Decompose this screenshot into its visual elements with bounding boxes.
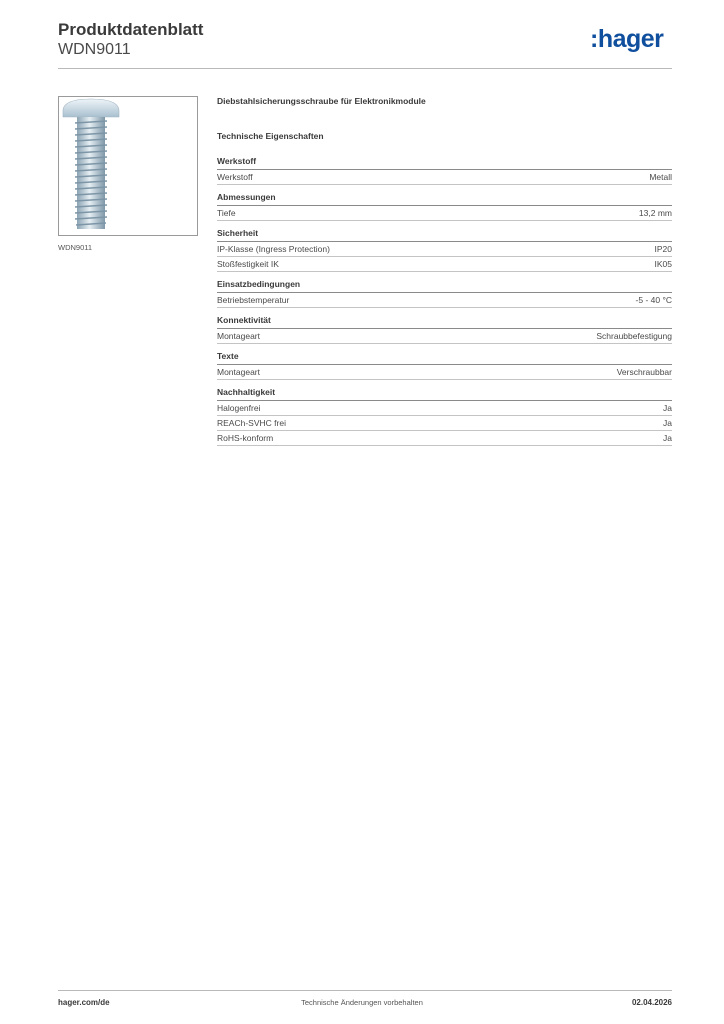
image-caption: WDN9011 (58, 243, 93, 252)
page-title: Produktdatenblatt (58, 20, 204, 39)
spec-section (217, 315, 672, 344)
spec-section (217, 192, 672, 221)
product-description: Diebstahlsicherungsschraube für Elektronikmodule (217, 96, 426, 106)
section-title: Einsatzbedingungen (217, 279, 672, 293)
spec-row (217, 257, 672, 272)
footer-date: 02.04.2026 (631, 998, 672, 1007)
spec-value: Schraubbefestigung (596, 331, 672, 341)
spec-section (217, 279, 672, 308)
spec-label: Halogenfrei (217, 403, 261, 413)
spec-sections (217, 156, 672, 446)
spec-row (217, 206, 672, 221)
hager-logo (590, 24, 663, 54)
product-image (58, 96, 198, 236)
spec-row (217, 401, 672, 416)
spec-row (217, 170, 672, 185)
spec-value: IK05 (654, 259, 672, 269)
screw-image (59, 97, 197, 235)
footer-divider (58, 990, 672, 991)
article-number: WDN9011 (58, 41, 131, 58)
spec-row (217, 416, 672, 431)
spec-label: Montageart (217, 331, 260, 341)
spec-section (217, 351, 672, 380)
header-divider (58, 68, 672, 69)
spec-label: RoHS-konform (217, 433, 274, 443)
spec-row (217, 293, 672, 308)
spec-value: Ja (663, 433, 672, 443)
spec-value: Ja (663, 418, 672, 428)
spec-row (217, 242, 672, 257)
spec-value: -5 - 40 °C (635, 295, 672, 305)
spec-row (217, 329, 672, 344)
spec-label: Tiefe (217, 208, 236, 218)
footer-notice: Technische Änderungen vorbehalten (301, 998, 423, 1007)
spec-label: IP-Klasse (Ingress Protection) (217, 244, 330, 254)
section-title: Abmessungen (217, 192, 672, 206)
spec-label: Stoßfestigkeit IK (217, 259, 279, 269)
spec-row (217, 431, 672, 446)
spec-label: Werkstoff (217, 172, 253, 182)
spec-value: Metall (649, 172, 672, 182)
spec-section (217, 228, 672, 272)
section-title: Sicherheit (217, 228, 672, 242)
spec-content (217, 96, 672, 453)
footer-website: hager.com/de (58, 998, 110, 1007)
spec-value: IP20 (654, 244, 672, 254)
logo-dots-icon: : (590, 25, 598, 53)
spec-label: Montageart (217, 367, 260, 377)
spec-section (217, 387, 672, 446)
spec-value: Ja (663, 403, 672, 413)
section-title: Werkstoff (217, 156, 672, 170)
section-title: Texte (217, 351, 672, 365)
spec-value: 13,2 mm (638, 208, 672, 218)
spec-label: REACh-SVHC frei (217, 418, 286, 428)
spec-label: Betriebstemperatur (217, 295, 290, 305)
spec-section (217, 156, 672, 185)
spec-value: Verschraubbar (616, 367, 672, 377)
spec-row (217, 365, 672, 380)
section-title: Konnektivität (217, 315, 672, 329)
section-title: Nachhaltigkeit (217, 387, 672, 401)
logo-text: hager (597, 25, 664, 53)
tech-properties-heading: Technische Eigenschaften (217, 131, 324, 141)
